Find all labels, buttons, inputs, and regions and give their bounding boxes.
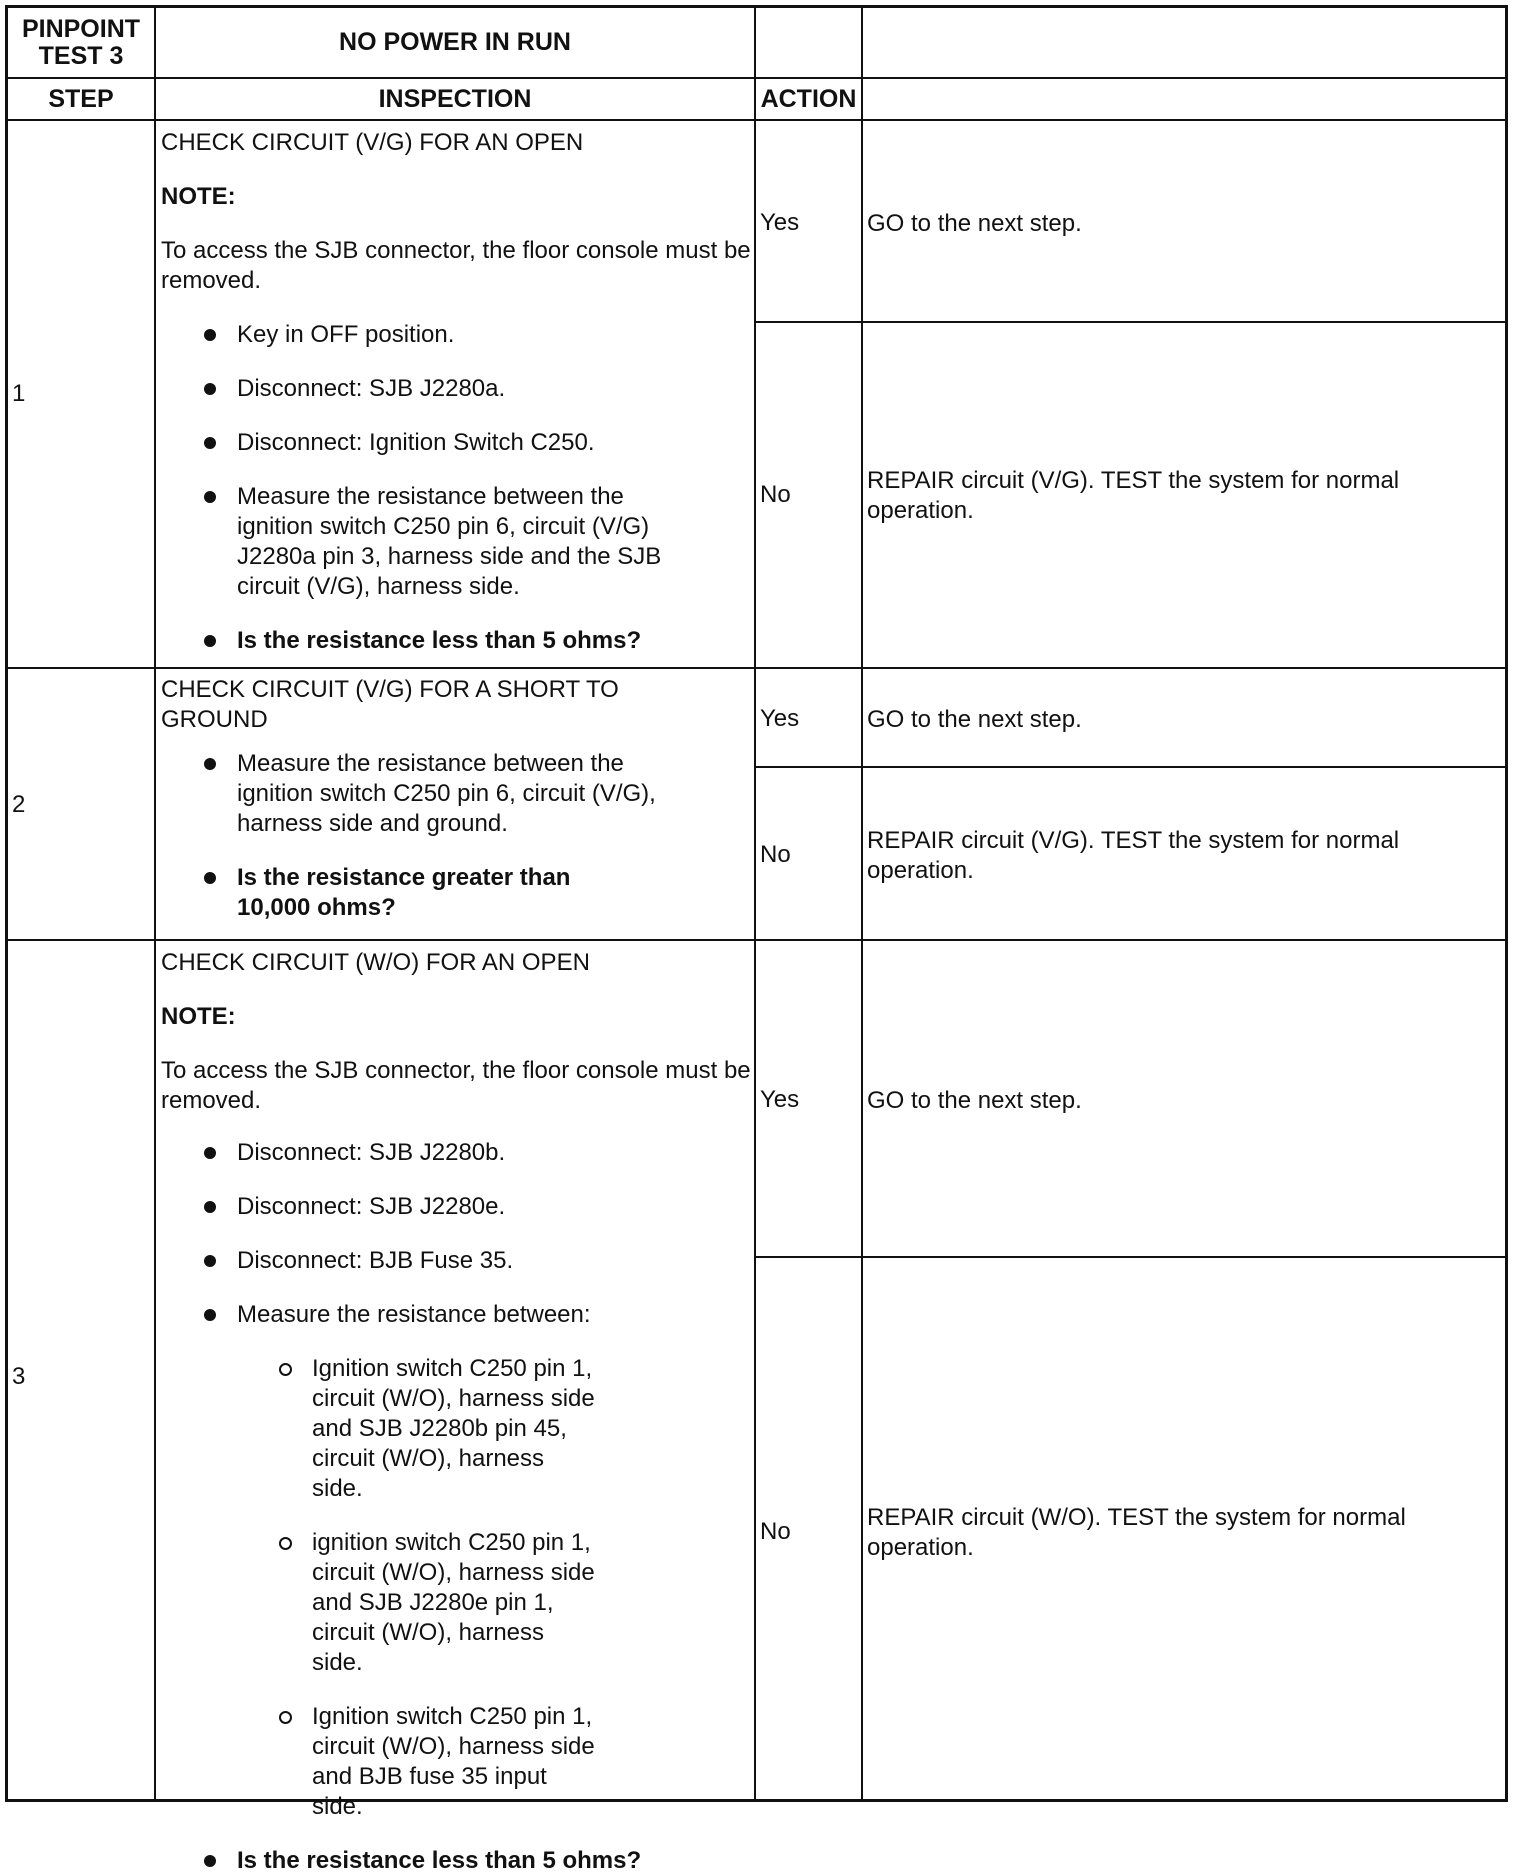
note-label: NOTE: — [161, 1003, 236, 1030]
grid-line — [861, 5, 863, 1802]
bullet-item: Disconnect: SJB J2280b. — [161, 1138, 751, 1168]
step-1-inspection — [161, 128, 751, 656]
grid-line — [154, 5, 156, 1802]
bullet-item: Disconnect: Ignition Switch C250. — [161, 428, 751, 458]
note-label: NOTE: — [161, 183, 236, 210]
grid-line — [5, 119, 1508, 121]
step-question: Is the resistance less than 5 ohms? — [161, 1846, 751, 1876]
yes-action: GO to the next step. — [867, 1087, 1082, 1114]
step-question: Is the resistance greater than 10,000 ohms? — [161, 863, 751, 923]
sub-bullet-item: ignition switch C250 pin 1, circuit (W/O), harness side and SJB J2280e pin 1, circuit (W/O), harness side. — [161, 1528, 751, 1678]
no-action: REPAIR circuit (W/O). TEST the system for normal operation. — [867, 1504, 1406, 1561]
note-text: To access the SJB connector, the floor console must be removed. — [161, 237, 751, 294]
yes-action: GO to the next step. — [867, 706, 1082, 733]
bullet-item: Disconnect: SJB J2280a. — [161, 374, 751, 404]
grid-line — [754, 321, 1508, 323]
grid-line — [754, 766, 1508, 768]
step-2-inspection — [161, 675, 751, 923]
step-number: 1 — [12, 380, 26, 407]
bullet-item: Measure the resistance between: — [161, 1300, 751, 1330]
yes-label: Yes — [760, 209, 800, 236]
no-label: No — [760, 1518, 791, 1545]
column-header-inspection: INSPECTION — [378, 84, 532, 113]
bullet-item: Measure the resistance between the ignition switch C250 pin 6, circuit (V/G), harness side and ground. — [161, 749, 751, 839]
yes-label: Yes — [760, 1086, 800, 1113]
yes-label: Yes — [760, 705, 800, 732]
step-number: 2 — [12, 791, 26, 818]
page-title: NO POWER IN RUN — [339, 28, 571, 56]
bullet-item: Disconnect: SJB J2280e. — [161, 1192, 751, 1222]
step-heading: CHECK CIRCUIT (V/G) FOR AN OPEN — [161, 129, 584, 156]
grid-line — [5, 939, 1508, 941]
grid-line — [754, 1256, 1508, 1258]
step-heading: CHECK CIRCUIT (W/O) FOR AN OPEN — [161, 949, 590, 976]
no-action: REPAIR circuit (V/G). TEST the system for normal operation. — [867, 827, 1400, 884]
column-header-step: STEP — [48, 84, 114, 113]
bullet-item: Disconnect: BJB Fuse 35. — [161, 1246, 751, 1276]
column-header-action: ACTION — [760, 84, 857, 113]
bullet-item: Measure the resistance between the ignition switch C250 pin 6, circuit (V/G) J2280a pin 3, harness side and the SJB circuit (V/G), harness side. — [161, 482, 751, 602]
step-heading: CHECK CIRCUIT (V/G) FOR A SHORT TO GROUND — [161, 676, 619, 733]
grid-line — [5, 667, 1508, 669]
note-text: To access the SJB connector, the floor console must be removed. — [161, 1057, 751, 1114]
step-question: Is the resistance less than 5 ohms? — [161, 626, 751, 656]
no-label: No — [760, 481, 791, 508]
grid-line — [754, 5, 756, 1802]
no-label: No — [760, 841, 791, 868]
pinpoint-test-label: PINPOINT TEST 3 — [21, 14, 141, 70]
sub-bullet-item: Ignition switch C250 pin 1, circuit (W/O), harness side and BJB fuse 35 input side. — [161, 1702, 751, 1822]
sub-bullet-item: Ignition switch C250 pin 1, circuit (W/O), harness side and SJB J2280b pin 45, circuit (W/O), harness side. — [161, 1354, 751, 1504]
step-number: 3 — [12, 1363, 26, 1390]
bullet-item: Key in OFF position. — [161, 320, 751, 350]
yes-action: GO to the next step. — [867, 210, 1082, 237]
no-action: REPAIR circuit (V/G). TEST the system for normal operation. — [867, 467, 1400, 524]
step-3-inspection — [161, 948, 751, 1876]
